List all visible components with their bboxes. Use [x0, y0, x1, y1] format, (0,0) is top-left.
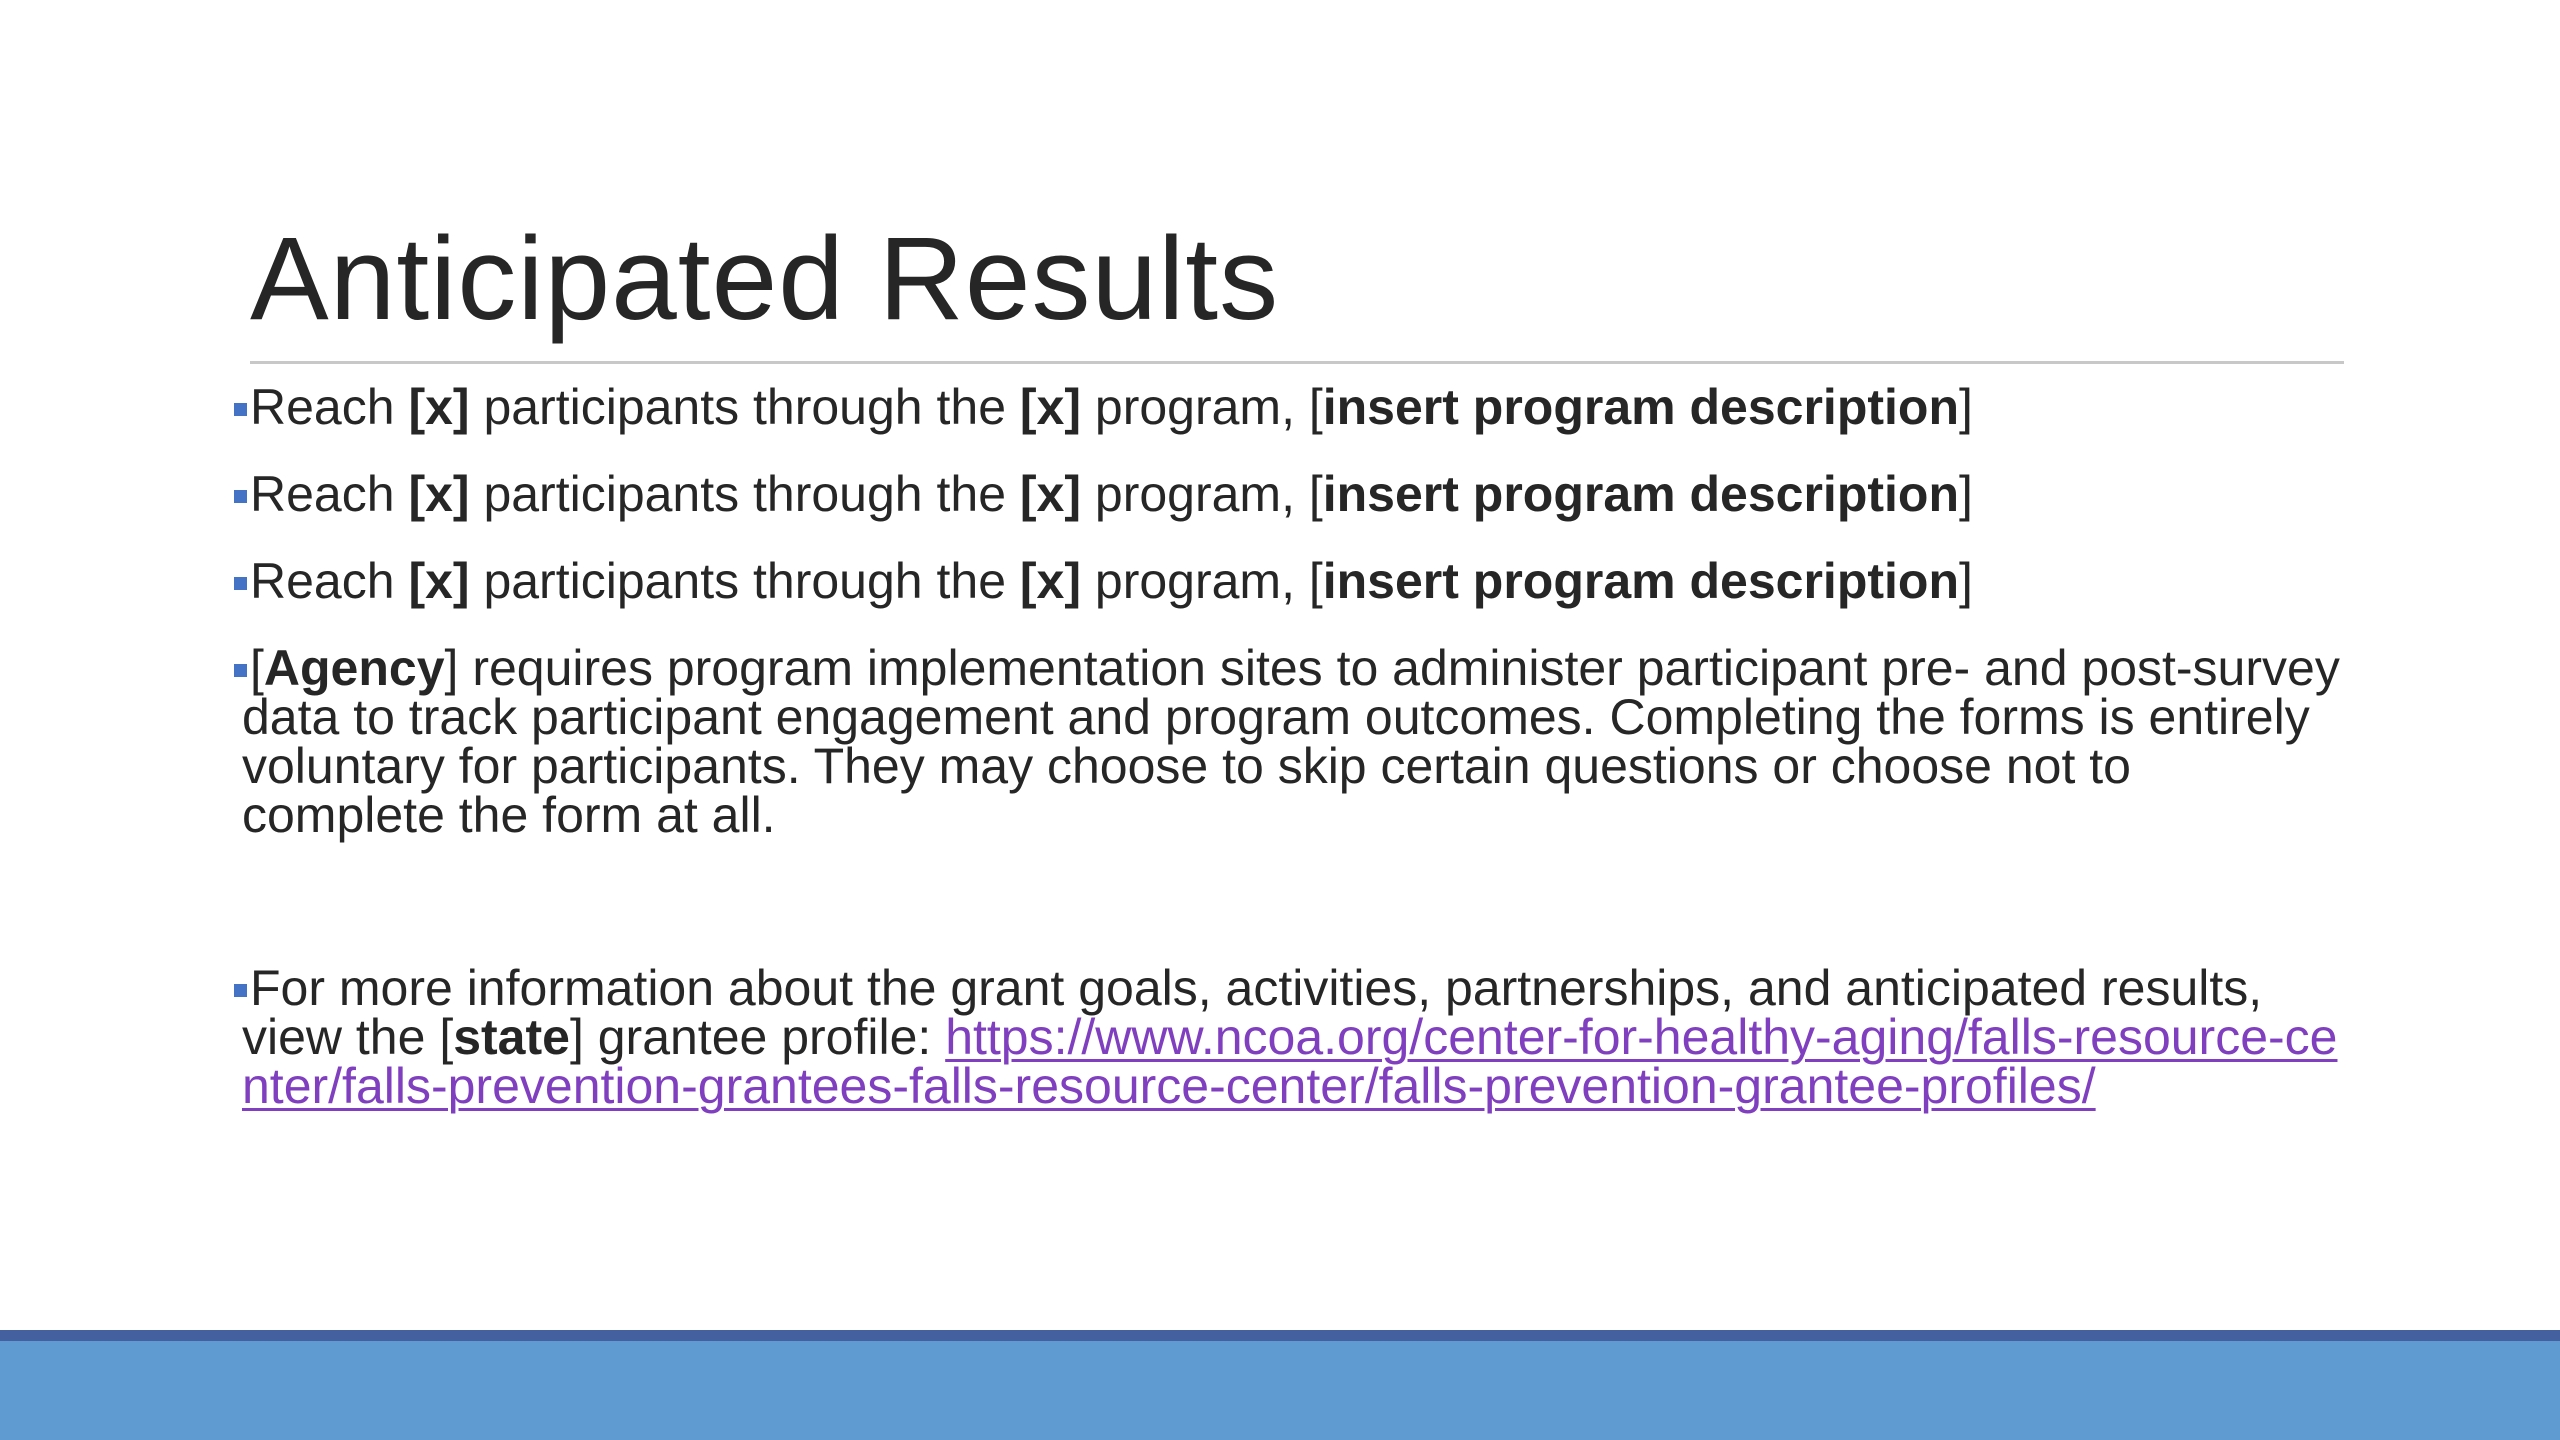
bullet-bold-text: insert program description	[1322, 466, 1959, 522]
bullet-text: participants through the	[469, 379, 1020, 435]
title-divider	[250, 361, 2344, 364]
bullet-item-3	[232, 553, 2342, 609]
bullet-text: ]	[1958, 379, 1973, 435]
slide-title: Anticipated Results	[250, 213, 1280, 345]
footer-bar-edge	[0, 1330, 2560, 1341]
bullet-text: participants through the	[469, 553, 1020, 609]
bullet-text: ]	[1958, 466, 1973, 522]
bullet-text: program, [	[1081, 379, 1323, 435]
bullet-bold-text: [x]	[408, 379, 470, 435]
bullet-text: [	[250, 640, 264, 696]
more-info-text: ] grantee profile:	[569, 1009, 946, 1065]
agency-placeholder: Agency	[263, 640, 445, 696]
bullet-bold-text: [x]	[1019, 379, 1081, 435]
bullet-item-1	[232, 379, 2342, 435]
bullet-item-agency	[232, 640, 2342, 843]
bullet-bold-text: insert program description	[1322, 379, 1959, 435]
more-info-text: For more information about the grant goals, activities, partnerships, and anticipated results, view the [	[242, 960, 2263, 1065]
bullet-text: Reach	[250, 466, 409, 522]
bullet-text: participants through the	[469, 466, 1020, 522]
bullet-item-more-info	[232, 960, 2342, 1114]
bullet-square-icon	[234, 577, 247, 590]
state-placeholder: state	[453, 1009, 570, 1065]
bullet-text: ]	[1958, 553, 1973, 609]
bullet-bold-text: [x]	[408, 466, 470, 522]
grantee-profile-link[interactable]: https://www.ncoa.org/center-for-healthy-aging/falls-resource-center/falls-prevention-grantees-falls-resource-center/falls-prevention-grantee-profiles/	[242, 1009, 2338, 1114]
bullet-text: Reach	[250, 553, 409, 609]
slide-content	[232, 379, 2342, 1114]
agency-paragraph-text: ] requires program implementation sites to administer participant pre- and post-survey data to track participant engagement and program outcomes. Completing the forms is entirely voluntary for participants. They may choose to skip certain questions or choose not to complete the form at all.	[242, 640, 2340, 843]
bullet-bold-text: [x]	[1019, 553, 1081, 609]
bullet-square-icon	[234, 490, 247, 503]
bullet-bold-text: [x]	[408, 553, 470, 609]
bullet-square-icon	[234, 664, 247, 677]
bullet-bold-text: [x]	[1019, 466, 1081, 522]
bullet-text: program, [	[1081, 466, 1323, 522]
bullet-square-icon	[234, 403, 247, 416]
bullet-text: program, [	[1081, 553, 1323, 609]
bullet-item-2	[232, 466, 2342, 522]
footer-bar	[0, 1341, 2560, 1440]
bullet-square-icon	[234, 984, 247, 997]
bullet-bold-text: insert program description	[1322, 553, 1959, 609]
bullet-text: Reach	[250, 379, 409, 435]
